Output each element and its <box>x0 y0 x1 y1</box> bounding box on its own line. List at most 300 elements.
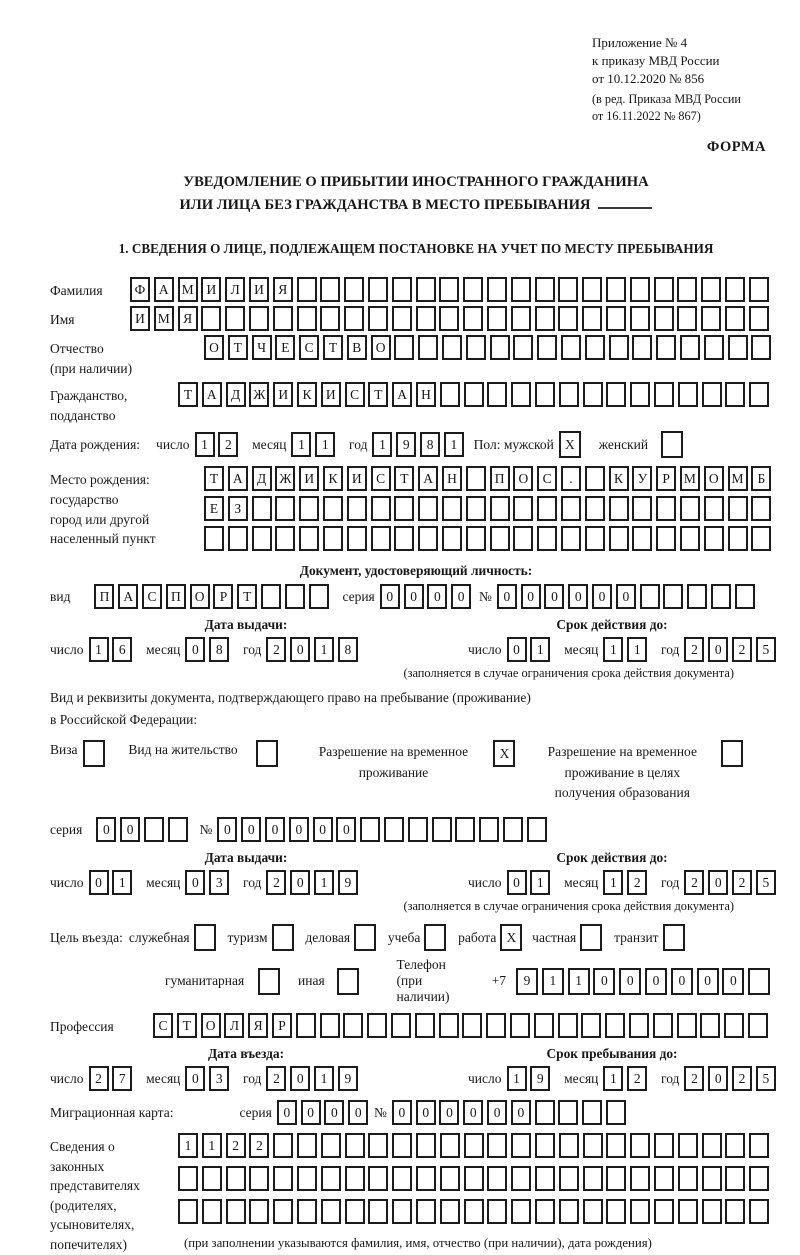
birth-place-char-box[interactable]: У <box>632 466 652 491</box>
representative-char-box[interactable] <box>749 1199 769 1224</box>
birth-place-char-box[interactable] <box>442 526 462 551</box>
birth-place-char-box[interactable]: А <box>418 466 438 491</box>
residence-number-box[interactable]: 0 <box>313 817 333 842</box>
birth-place-char-box[interactable] <box>609 526 629 551</box>
representative-char-box[interactable] <box>487 1199 507 1224</box>
profession-char-box[interactable] <box>462 1013 482 1038</box>
surname-char-box[interactable] <box>749 277 769 302</box>
birth-place-char-box[interactable]: Е <box>204 496 224 521</box>
representative-char-box[interactable] <box>606 1133 626 1158</box>
profession-char-box[interactable] <box>581 1013 601 1038</box>
citizenship-char-box[interactable] <box>535 382 555 407</box>
valid-month-box[interactable]: 1 <box>627 637 647 662</box>
citizenship-char-box[interactable] <box>654 382 674 407</box>
patronymic-char-box[interactable] <box>418 335 438 360</box>
birth-place-char-box[interactable] <box>252 526 272 551</box>
birth-month-box[interactable]: 1 <box>315 432 335 457</box>
residence-valid-day-box[interactable]: 0 <box>507 870 527 895</box>
surname-char-box[interactable] <box>677 277 697 302</box>
given-name-char-box[interactable] <box>463 306 483 331</box>
residence-valid-month-box[interactable]: 2 <box>627 870 647 895</box>
doc-kind-char-box[interactable] <box>309 584 329 609</box>
entry-year-box[interactable]: 0 <box>290 1066 310 1091</box>
representative-char-box[interactable] <box>321 1133 341 1158</box>
profession-char-box[interactable] <box>724 1013 744 1038</box>
transit-check-box[interactable] <box>663 924 685 951</box>
patronymic-char-box[interactable] <box>751 335 771 360</box>
doc-series-box[interactable]: 0 <box>404 584 424 609</box>
representative-char-box[interactable] <box>630 1133 650 1158</box>
surname-char-box[interactable] <box>392 277 412 302</box>
humanitarian-check-box[interactable] <box>258 968 280 995</box>
doc-kind-char-box[interactable]: П <box>166 584 186 609</box>
representative-char-box[interactable] <box>535 1166 555 1191</box>
citizenship-char-box[interactable] <box>749 382 769 407</box>
representative-char-box[interactable] <box>345 1199 365 1224</box>
residence-series-box[interactable] <box>144 817 164 842</box>
birth-place-char-box[interactable] <box>371 526 391 551</box>
profession-char-box[interactable] <box>748 1013 768 1038</box>
birth-place-char-box[interactable] <box>656 496 676 521</box>
birth-place-char-box[interactable] <box>204 526 224 551</box>
residence-number-box[interactable]: 0 <box>217 817 237 842</box>
citizenship-char-box[interactable] <box>440 382 460 407</box>
profession-char-box[interactable] <box>700 1013 720 1038</box>
birth-place-char-box[interactable] <box>751 526 771 551</box>
residence-number-box[interactable] <box>479 817 499 842</box>
birth-place-char-box[interactable]: Т <box>204 466 224 491</box>
representative-char-box[interactable] <box>321 1166 341 1191</box>
representative-char-box[interactable]: 1 <box>178 1133 198 1158</box>
surname-char-box[interactable]: Я <box>273 277 293 302</box>
representative-char-box[interactable] <box>440 1199 460 1224</box>
citizenship-char-box[interactable] <box>630 382 650 407</box>
entry-year-box[interactable]: 2 <box>266 1066 286 1091</box>
work-check-box[interactable]: X <box>500 924 522 951</box>
valid-year-box[interactable]: 2 <box>684 637 704 662</box>
representative-char-box[interactable] <box>630 1199 650 1224</box>
birth-year-box[interactable]: 1 <box>372 432 392 457</box>
residence-valid-year-box[interactable]: 0 <box>708 870 728 895</box>
given-name-char-box[interactable] <box>558 306 578 331</box>
residence-issue-year-box[interactable]: 0 <box>290 870 310 895</box>
patronymic-char-box[interactable] <box>728 335 748 360</box>
profession-char-box[interactable] <box>296 1013 316 1038</box>
residence-number-box[interactable] <box>432 817 452 842</box>
representative-char-box[interactable] <box>559 1166 579 1191</box>
representative-char-box[interactable]: 1 <box>202 1133 222 1158</box>
surname-char-box[interactable] <box>558 277 578 302</box>
given-name-char-box[interactable] <box>201 306 221 331</box>
representative-char-box[interactable] <box>368 1199 388 1224</box>
citizenship-char-box[interactable] <box>583 382 603 407</box>
birth-place-char-box[interactable]: . <box>561 466 581 491</box>
issue-day-box[interactable]: 1 <box>89 637 109 662</box>
residence-issue-year-box[interactable]: 9 <box>338 870 358 895</box>
profession-char-box[interactable] <box>343 1013 363 1038</box>
birth-place-char-box[interactable]: И <box>299 466 319 491</box>
surname-char-box[interactable] <box>535 277 555 302</box>
citizenship-char-box[interactable]: И <box>321 382 341 407</box>
representative-char-box[interactable] <box>202 1166 222 1191</box>
citizenship-char-box[interactable]: Д <box>226 382 246 407</box>
representative-char-box[interactable] <box>416 1199 436 1224</box>
citizenship-char-box[interactable] <box>464 382 484 407</box>
surname-char-box[interactable]: М <box>178 277 198 302</box>
citizenship-char-box[interactable]: Ж <box>249 382 269 407</box>
given-name-char-box[interactable] <box>416 306 436 331</box>
stay-year-box[interactable]: 0 <box>708 1066 728 1091</box>
profession-char-box[interactable] <box>320 1013 340 1038</box>
profession-char-box[interactable] <box>605 1013 625 1038</box>
representative-char-box[interactable] <box>416 1133 436 1158</box>
temp-residence-education-check-box[interactable] <box>721 740 743 767</box>
representative-char-box[interactable] <box>249 1166 269 1191</box>
patronymic-char-box[interactable] <box>704 335 724 360</box>
birth-year-box[interactable]: 1 <box>444 432 464 457</box>
birth-place-char-box[interactable]: К <box>609 466 629 491</box>
doc-kind-char-box[interactable]: Т <box>237 584 257 609</box>
representative-char-box[interactable] <box>583 1199 603 1224</box>
representative-char-box[interactable] <box>702 1166 722 1191</box>
birth-place-char-box[interactable] <box>275 496 295 521</box>
migration-number-box[interactable] <box>606 1100 626 1125</box>
birth-place-char-box[interactable] <box>418 526 438 551</box>
birth-place-char-box[interactable] <box>680 496 700 521</box>
given-name-char-box[interactable] <box>725 306 745 331</box>
migration-number-box[interactable]: 0 <box>463 1100 483 1125</box>
representative-char-box[interactable] <box>226 1199 246 1224</box>
profession-char-box[interactable] <box>415 1013 435 1038</box>
commercial-check-box[interactable] <box>354 924 376 951</box>
stay-year-box[interactable]: 5 <box>756 1066 776 1091</box>
residence-valid-year-box[interactable]: 2 <box>732 870 752 895</box>
doc-series-box[interactable]: 0 <box>451 584 471 609</box>
tourism-check-box[interactable] <box>272 924 294 951</box>
representative-char-box[interactable] <box>392 1166 412 1191</box>
given-name-char-box[interactable] <box>511 306 531 331</box>
citizenship-char-box[interactable]: И <box>273 382 293 407</box>
representative-char-box[interactable] <box>321 1199 341 1224</box>
profession-char-box[interactable]: С <box>153 1013 173 1038</box>
patronymic-char-box[interactable] <box>490 335 510 360</box>
business-check-box[interactable] <box>194 924 216 951</box>
given-name-char-box[interactable] <box>344 306 364 331</box>
phone-digit-box[interactable]: 9 <box>516 968 538 995</box>
representative-char-box[interactable] <box>583 1133 603 1158</box>
citizenship-char-box[interactable]: Н <box>416 382 436 407</box>
surname-char-box[interactable] <box>368 277 388 302</box>
residence-issue-day-box[interactable]: 1 <box>112 870 132 895</box>
birth-place-char-box[interactable]: М <box>728 466 748 491</box>
residence-issue-month-box[interactable]: 0 <box>185 870 205 895</box>
representative-char-box[interactable] <box>606 1166 626 1191</box>
profession-char-box[interactable] <box>486 1013 506 1038</box>
residence-number-box[interactable] <box>503 817 523 842</box>
citizenship-char-box[interactable] <box>487 382 507 407</box>
birth-place-char-box[interactable]: Ж <box>275 466 295 491</box>
birth-place-char-box[interactable]: А <box>228 466 248 491</box>
given-name-char-box[interactable] <box>273 306 293 331</box>
representative-char-box[interactable] <box>297 1166 317 1191</box>
representative-char-box[interactable] <box>297 1133 317 1158</box>
entry-year-box[interactable]: 9 <box>338 1066 358 1091</box>
doc-series-box[interactable]: 0 <box>427 584 447 609</box>
citizenship-char-box[interactable]: А <box>202 382 222 407</box>
migration-series-box[interactable]: 0 <box>324 1100 344 1125</box>
stay-year-box[interactable]: 2 <box>684 1066 704 1091</box>
doc-kind-char-box[interactable]: Р <box>213 584 233 609</box>
given-name-char-box[interactable] <box>487 306 507 331</box>
given-name-char-box[interactable]: М <box>154 306 174 331</box>
birth-place-char-box[interactable]: О <box>513 466 533 491</box>
birth-place-char-box[interactable] <box>632 496 652 521</box>
representative-char-box[interactable] <box>178 1166 198 1191</box>
phone-digit-box[interactable]: 0 <box>671 968 693 995</box>
residence-number-box[interactable] <box>360 817 380 842</box>
birth-place-char-box[interactable] <box>490 496 510 521</box>
given-name-char-box[interactable] <box>392 306 412 331</box>
surname-char-box[interactable] <box>630 277 650 302</box>
residence-number-box[interactable] <box>527 817 547 842</box>
representative-char-box[interactable] <box>702 1199 722 1224</box>
birth-month-box[interactable]: 1 <box>291 432 311 457</box>
profession-char-box[interactable] <box>439 1013 459 1038</box>
surname-char-box[interactable]: А <box>154 277 174 302</box>
private-check-box[interactable] <box>580 924 602 951</box>
residence-number-box[interactable] <box>408 817 428 842</box>
phone-digit-box[interactable]: 0 <box>645 968 667 995</box>
other-check-box[interactable] <box>337 968 359 995</box>
birth-place-char-box[interactable] <box>347 496 367 521</box>
surname-char-box[interactable] <box>320 277 340 302</box>
representative-char-box[interactable] <box>464 1199 484 1224</box>
birth-place-char-box[interactable]: Б <box>751 466 771 491</box>
citizenship-char-box[interactable]: Т <box>368 382 388 407</box>
profession-char-box[interactable] <box>629 1013 649 1038</box>
patronymic-char-box[interactable]: О <box>371 335 391 360</box>
given-name-char-box[interactable] <box>654 306 674 331</box>
doc-number-box[interactable]: 0 <box>544 584 564 609</box>
representative-char-box[interactable] <box>297 1199 317 1224</box>
birth-place-char-box[interactable] <box>323 526 343 551</box>
surname-char-box[interactable] <box>297 277 317 302</box>
doc-number-box[interactable] <box>711 584 731 609</box>
birth-place-char-box[interactable]: С <box>537 466 557 491</box>
birth-place-char-box[interactable] <box>394 496 414 521</box>
patronymic-char-box[interactable]: Ч <box>252 335 272 360</box>
birth-place-char-box[interactable] <box>323 496 343 521</box>
given-name-char-box[interactable] <box>368 306 388 331</box>
citizenship-char-box[interactable]: С <box>345 382 365 407</box>
valid-year-box[interactable]: 0 <box>708 637 728 662</box>
representative-char-box[interactable] <box>416 1166 436 1191</box>
surname-char-box[interactable]: И <box>249 277 269 302</box>
entry-day-box[interactable]: 2 <box>89 1066 109 1091</box>
citizenship-char-box[interactable] <box>511 382 531 407</box>
patronymic-char-box[interactable] <box>466 335 486 360</box>
profession-char-box[interactable]: Я <box>248 1013 268 1038</box>
representative-char-box[interactable] <box>749 1166 769 1191</box>
issue-year-box[interactable]: 1 <box>314 637 334 662</box>
citizenship-char-box[interactable]: К <box>297 382 317 407</box>
birth-place-char-box[interactable] <box>275 526 295 551</box>
birth-place-char-box[interactable]: Т <box>394 466 414 491</box>
doc-kind-char-box[interactable]: О <box>190 584 210 609</box>
representative-char-box[interactable] <box>249 1199 269 1224</box>
residence-number-box[interactable] <box>455 817 475 842</box>
given-name-char-box[interactable] <box>297 306 317 331</box>
doc-kind-char-box[interactable] <box>261 584 281 609</box>
representative-char-box[interactable] <box>273 1166 293 1191</box>
representative-char-box[interactable] <box>487 1133 507 1158</box>
phone-digit-box[interactable]: 0 <box>722 968 744 995</box>
representative-char-box[interactable] <box>368 1133 388 1158</box>
residence-issue-month-box[interactable]: 3 <box>209 870 229 895</box>
doc-kind-char-box[interactable]: С <box>142 584 162 609</box>
patronymic-char-box[interactable] <box>394 335 414 360</box>
birth-year-box[interactable]: 8 <box>420 432 440 457</box>
stay-day-box[interactable]: 1 <box>507 1066 527 1091</box>
birth-place-char-box[interactable] <box>513 526 533 551</box>
representative-char-box[interactable] <box>440 1166 460 1191</box>
representative-char-box[interactable] <box>202 1199 222 1224</box>
stay-month-box[interactable]: 2 <box>627 1066 647 1091</box>
surname-char-box[interactable]: И <box>201 277 221 302</box>
doc-series-box[interactable]: 0 <box>380 584 400 609</box>
representative-char-box[interactable] <box>535 1199 555 1224</box>
residence-issue-year-box[interactable]: 1 <box>314 870 334 895</box>
surname-char-box[interactable] <box>606 277 626 302</box>
birth-place-char-box[interactable] <box>751 496 771 521</box>
patronymic-char-box[interactable]: Т <box>228 335 248 360</box>
representative-char-box[interactable] <box>226 1166 246 1191</box>
surname-char-box[interactable]: Ф <box>130 277 150 302</box>
citizenship-char-box[interactable] <box>702 382 722 407</box>
birth-place-char-box[interactable] <box>466 526 486 551</box>
migration-series-box[interactable]: 0 <box>277 1100 297 1125</box>
birth-place-char-box[interactable]: Р <box>656 466 676 491</box>
patronymic-char-box[interactable] <box>585 335 605 360</box>
given-name-char-box[interactable] <box>439 306 459 331</box>
representative-char-box[interactable] <box>368 1166 388 1191</box>
phone-digit-box[interactable]: 0 <box>593 968 615 995</box>
representative-char-box[interactable] <box>464 1133 484 1158</box>
patronymic-char-box[interactable]: С <box>299 335 319 360</box>
birth-place-char-box[interactable]: О <box>704 466 724 491</box>
patronymic-char-box[interactable]: О <box>204 335 224 360</box>
stay-day-box[interactable]: 9 <box>530 1066 550 1091</box>
given-name-char-box[interactable] <box>582 306 602 331</box>
representative-char-box[interactable] <box>702 1133 722 1158</box>
residence-valid-year-box[interactable]: 5 <box>756 870 776 895</box>
birth-place-char-box[interactable] <box>442 496 462 521</box>
residence-number-box[interactable]: 0 <box>336 817 356 842</box>
birth-place-char-box[interactable] <box>704 526 724 551</box>
citizenship-char-box[interactable] <box>559 382 579 407</box>
patronymic-char-box[interactable] <box>442 335 462 360</box>
patronymic-char-box[interactable] <box>680 335 700 360</box>
profession-char-box[interactable] <box>653 1013 673 1038</box>
doc-number-box[interactable]: 0 <box>521 584 541 609</box>
representative-char-box[interactable] <box>392 1133 412 1158</box>
entry-month-box[interactable]: 3 <box>209 1066 229 1091</box>
phone-digit-box[interactable]: 1 <box>568 968 590 995</box>
given-name-char-box[interactable] <box>249 306 269 331</box>
birth-day-box[interactable]: 1 <box>195 432 215 457</box>
residence-issue-year-box[interactable]: 2 <box>266 870 286 895</box>
birth-place-char-box[interactable]: П <box>490 466 510 491</box>
birth-place-char-box[interactable] <box>609 496 629 521</box>
migration-series-box[interactable]: 0 <box>348 1100 368 1125</box>
birth-place-char-box[interactable] <box>728 496 748 521</box>
birth-place-char-box[interactable] <box>299 496 319 521</box>
citizenship-char-box[interactable] <box>606 382 626 407</box>
surname-char-box[interactable]: Л <box>225 277 245 302</box>
valid-month-box[interactable]: 1 <box>603 637 623 662</box>
residence-valid-day-box[interactable]: 1 <box>530 870 550 895</box>
patronymic-char-box[interactable] <box>513 335 533 360</box>
birth-place-char-box[interactable] <box>466 466 486 491</box>
patronymic-char-box[interactable] <box>632 335 652 360</box>
birth-place-char-box[interactable] <box>704 496 724 521</box>
doc-number-box[interactable] <box>687 584 707 609</box>
patronymic-char-box[interactable] <box>537 335 557 360</box>
phone-digit-box[interactable] <box>748 968 770 995</box>
representative-char-box[interactable] <box>678 1199 698 1224</box>
migration-number-box[interactable]: 0 <box>416 1100 436 1125</box>
birth-place-char-box[interactable] <box>561 496 581 521</box>
phone-digit-box[interactable]: 0 <box>619 968 641 995</box>
representative-char-box[interactable] <box>654 1133 674 1158</box>
given-name-char-box[interactable] <box>606 306 626 331</box>
representative-char-box[interactable]: 2 <box>249 1133 269 1158</box>
residence-number-box[interactable]: 0 <box>265 817 285 842</box>
representative-char-box[interactable] <box>535 1133 555 1158</box>
profession-char-box[interactable] <box>534 1013 554 1038</box>
birth-place-char-box[interactable] <box>561 526 581 551</box>
doc-number-box[interactable] <box>735 584 755 609</box>
representative-char-box[interactable] <box>345 1133 365 1158</box>
representative-char-box[interactable] <box>273 1133 293 1158</box>
valid-year-box[interactable]: 2 <box>732 637 752 662</box>
profession-char-box[interactable]: О <box>201 1013 221 1038</box>
residence-series-box[interactable]: 0 <box>96 817 116 842</box>
profession-char-box[interactable] <box>677 1013 697 1038</box>
doc-kind-char-box[interactable] <box>285 584 305 609</box>
given-name-char-box[interactable] <box>630 306 650 331</box>
profession-char-box[interactable] <box>367 1013 387 1038</box>
patronymic-char-box[interactable]: Т <box>323 335 343 360</box>
entry-year-box[interactable]: 1 <box>314 1066 334 1091</box>
issue-month-box[interactable]: 0 <box>185 637 205 662</box>
citizenship-char-box[interactable]: А <box>392 382 412 407</box>
representative-char-box[interactable] <box>678 1133 698 1158</box>
patronymic-char-box[interactable] <box>656 335 676 360</box>
doc-number-box[interactable]: 0 <box>616 584 636 609</box>
issue-year-box[interactable]: 0 <box>290 637 310 662</box>
surname-char-box[interactable] <box>463 277 483 302</box>
migration-series-box[interactable]: 0 <box>301 1100 321 1125</box>
citizenship-char-box[interactable]: Т <box>178 382 198 407</box>
residence-valid-month-box[interactable]: 1 <box>603 870 623 895</box>
birth-day-box[interactable]: 2 <box>218 432 238 457</box>
birth-place-char-box[interactable] <box>513 496 533 521</box>
profession-char-box[interactable] <box>558 1013 578 1038</box>
given-name-char-box[interactable] <box>320 306 340 331</box>
stay-year-box[interactable]: 2 <box>732 1066 752 1091</box>
patronymic-char-box[interactable]: В <box>347 335 367 360</box>
